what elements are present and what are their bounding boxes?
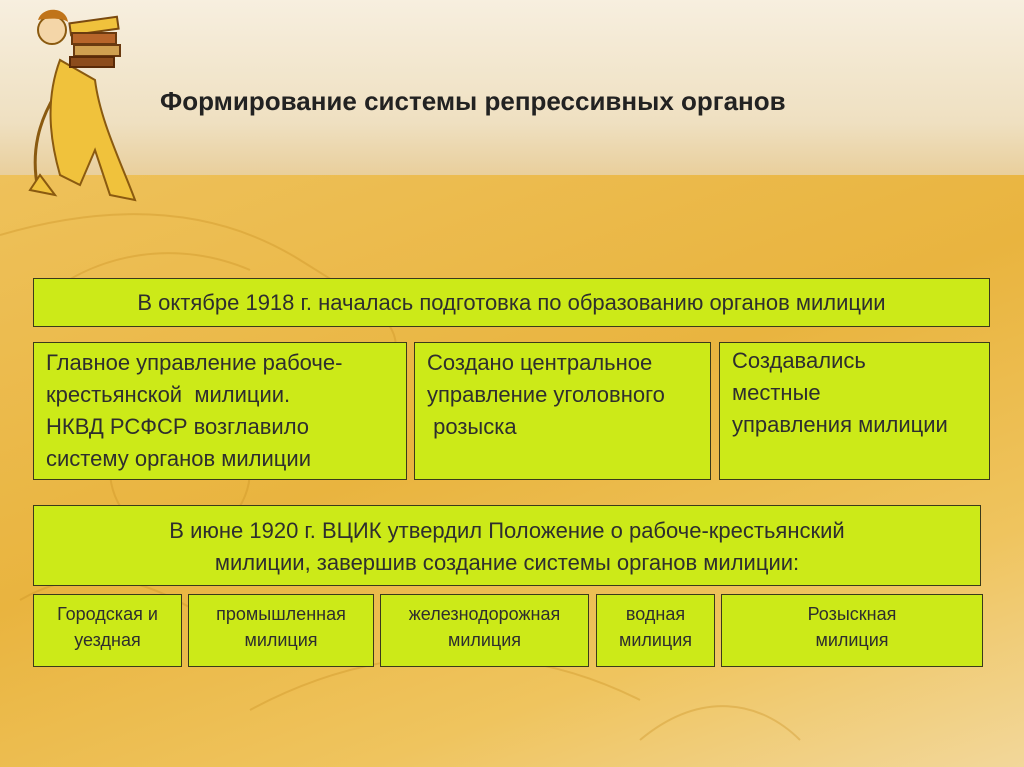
box-criminal-investigation [414, 342, 711, 480]
militia-type-city-district [33, 594, 182, 667]
box-october-1918 [33, 278, 990, 327]
militia-type-city-district-line-2: уездная [74, 630, 141, 650]
box-main-directorate [33, 342, 407, 480]
researcher-figure-icon [30, 10, 135, 200]
militia-type-water [596, 594, 715, 667]
militia-type-city-district-line-1: Городская и [57, 604, 158, 624]
militia-type-railway [380, 594, 589, 667]
box-criminal-investigation-line-1: Создано центральное [427, 350, 653, 375]
militia-type-railway-line-1: железнодорожная [408, 604, 561, 624]
box-main-directorate-line-4: систему органов милиции [46, 446, 311, 471]
militia-type-railway-line-2: милиция [447, 630, 522, 650]
box-main-directorate-line-1: Главное управление рабоче- [46, 350, 343, 375]
slide-title: Формирование системы репрессивных органов [160, 86, 786, 116]
militia-type-search-line-2: милиция [815, 630, 889, 650]
militia-type-water-line-2: милиция [618, 630, 693, 650]
box-local-directorates-line-2: местные [732, 380, 821, 405]
box-june-1920-line-1: В июне 1920 г. ВЦИК утвердил Положение о рабоче-крестьянский [169, 518, 845, 543]
box-local-directorates-line-1: Создавались [732, 348, 866, 373]
militia-type-industrial [188, 594, 374, 667]
box-criminal-investigation-line-3: розыска [427, 414, 517, 439]
box-main-directorate-line-2: крестьянской милиции. [46, 382, 291, 407]
box-june-1920 [33, 505, 981, 586]
militia-type-industrial-line-2: милиция [244, 630, 318, 650]
box-criminal-investigation-line-2: управление уголовного [427, 382, 665, 407]
militia-type-search [721, 594, 983, 667]
box-main-directorate-line-3: НКВД РСФСР возглавило [46, 414, 310, 439]
box-october-1918-text: В октябре 1918 г. началась подготовка по образованию органов милиции [137, 290, 886, 315]
militia-type-search-line-1: Розыскная [807, 604, 897, 624]
box-june-1920-line-2: милиции, завершив создание системы органов милиции: [214, 550, 800, 575]
militia-type-water-line-1: водная [625, 604, 686, 624]
militia-type-industrial-line-1: промышленная [216, 604, 346, 624]
box-local-directorates [719, 342, 990, 480]
box-local-directorates-line-3: управления милиции [732, 412, 948, 437]
